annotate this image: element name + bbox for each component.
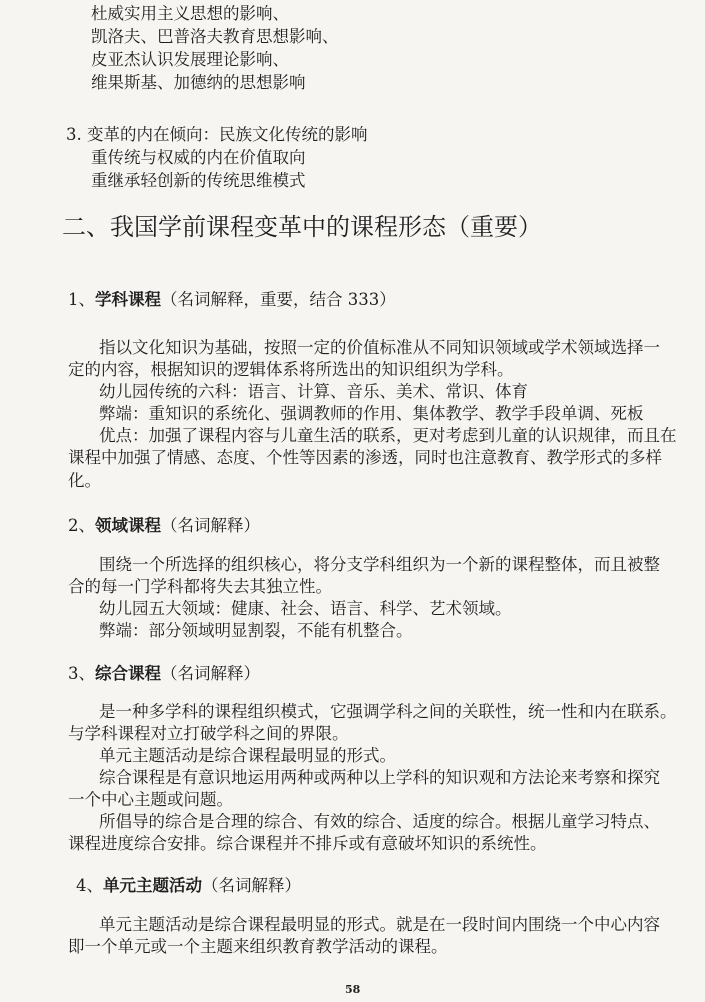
body-line: 幼儿园传统的六科：语言、计算、音乐、美术、常识、体育 [99,382,528,401]
top-line: 杜威实用主义思想的影响、 [91,4,289,23]
item3-title: 3. 变革的内在倾向：民族文化传统的影响 [66,125,368,144]
subsection-title: 单元主题活动 [103,876,202,895]
subsection-note: （名词解释，重要，结合 333） [161,290,396,309]
body-line: 单元主题活动是综合课程最明显的形式。 [99,746,396,765]
top-line: 维果斯基、加德纳的思想影响 [91,73,306,92]
subsection-title: 学科课程 [95,290,161,309]
body-line: 指以文化知识为基础，按照一定的价值标准从不同知识领域或学术领域选择一 [99,338,660,357]
body-line: 所倡导的综合是合理的综合、有效的综合、适度的综合。根据儿童学习特点、 [99,812,660,831]
subsection-number: 3、 [68,664,95,683]
body-line: 一个中心主题或问题。 [68,790,233,809]
body-line: 定的内容，根据知识的逻辑体系将所选出的知识组织为学科。 [68,360,514,379]
body-line: 优点：加强了课程内容与儿童生活的联系，更对考虑到儿童的认识规律，而且在 [99,426,677,445]
top-line: 凯洛夫、巴普洛夫教育思想影响、 [91,27,339,46]
body-line: 弊端：重知识的系统化、强调教师的作用、集体教学、教学手段单调、死板 [99,404,644,423]
subsection-heading [68,515,260,537]
subsection-title: 综合课程 [95,664,161,683]
subsection-note: （名词解释） [161,516,260,535]
subsection-number: 4、 [76,876,103,895]
body-line: 是一种多学科的课程组织模式，它强调学科之间的关联性，统一性和内在联系。 [99,702,677,721]
body-line: 弊端：部分领域明显割裂，不能有机整合。 [99,621,413,640]
body-line: 课程中加强了情感、态度、个性等因素的渗透，同时也注意教育、教学形式的多样 [68,448,662,467]
body-line: 幼儿园五大领域：健康、社会、语言、科学、艺术领域。 [99,599,512,618]
item3-line: 重继承轻创新的传统思维模式 [91,171,306,190]
subsection-heading [68,663,260,685]
subsection-heading [76,875,301,897]
subsection-note: （名词解释） [202,876,301,895]
subsection-number: 1、 [68,290,95,309]
body-line: 合的每一门学科都将失去其独立性。 [68,577,332,596]
body-line: 化。 [68,471,101,490]
body-line: 与学科课程对立打破学科之间的界限。 [68,724,349,743]
subsection-title: 领域课程 [95,516,161,535]
body-line: 即一个单元或一个主题来组织教育教学活动的课程。 [68,937,448,956]
body-line: 单元主题活动是综合课程最明显的形式。就是在一段时间内围绕一个中心内容 [99,915,660,934]
page-number: 58 [345,983,361,996]
body-line: 课程进度综合安排。综合课程并不排斥或有意破坏知识的系统性。 [68,834,547,853]
top-line: 皮亚杰认识发展理论影响、 [91,50,289,69]
body-line: 综合课程是有意识地运用两种或两种以上学科的知识观和方法论来考察和探究 [99,768,660,787]
body-line: 围绕一个所选择的组织核心，将分支学科组织为一个新的课程整体，而且被整 [99,555,660,574]
subsection-heading [68,289,396,311]
subsection-note: （名词解释） [161,664,260,683]
subsection-number: 2、 [68,516,95,535]
item3-line: 重传统与权威的内在价值取向 [91,148,306,167]
section-heading: 二、我国学前课程变革中的课程形态（重要） [62,213,542,241]
